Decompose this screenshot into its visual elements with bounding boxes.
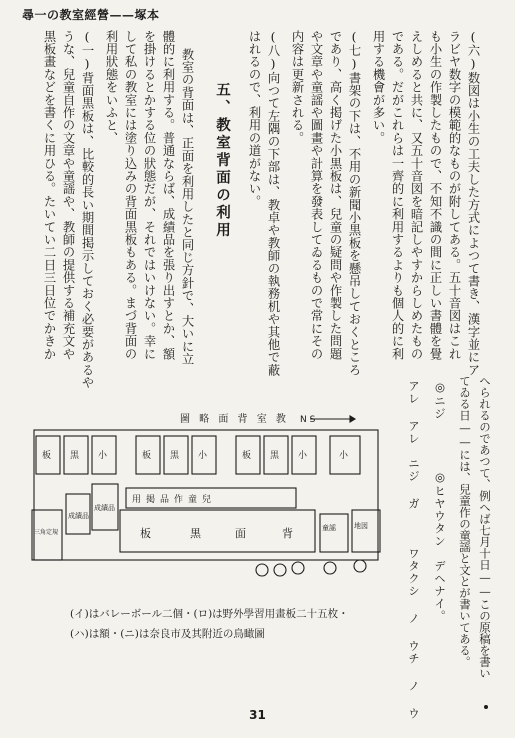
ball-mark xyxy=(256,564,268,576)
ball-mark xyxy=(292,562,304,574)
board-label: 黒 xyxy=(190,527,201,540)
body-column: えしめると共に、又五十音図を暗記しやすからしめたもの xyxy=(409,30,423,361)
top-label: 小 xyxy=(98,451,108,461)
margin-dot xyxy=(484,705,488,709)
body-column: 内容は更新される。 xyxy=(290,30,304,145)
top-label: 板 xyxy=(242,451,252,461)
section-heading: 五、教室背面の利用 xyxy=(214,82,231,240)
note-column: へられるのであつて、例へば七月十日——この原稿を書い xyxy=(478,375,492,679)
section-column: を掛けるとかする位の狀態だが、それではいけない。幸に xyxy=(142,30,156,361)
running-header: 尋一の教室經營——塚本 xyxy=(22,8,160,22)
section-column: して私の教室には塗り込みの背面黒板もある。まづ背面の xyxy=(123,30,137,361)
body-column: (七)書架の下は、不用の新聞小黒板を懸吊しておくところ xyxy=(347,30,361,377)
works-strip-label: 用掲品作童兒 xyxy=(132,495,217,505)
body-column: (六)数図は小生の工夫した方式によつて書き、漢字並にア xyxy=(466,30,480,377)
ball-mark xyxy=(324,562,336,574)
body-column: である。だがこれらは一齊的に利用するよりも個人的に利 xyxy=(390,30,404,361)
top-label: 小 xyxy=(298,451,308,461)
song-label: 童謡 xyxy=(322,524,336,532)
small-panel-label: 成績品 xyxy=(94,504,115,512)
top-label: 黒 xyxy=(170,451,180,461)
compass-label: N S xyxy=(300,415,316,425)
body-column: ラビヤ数字の模範的なものが附してある。五十音図はこれ xyxy=(447,30,461,361)
board-label: 面 xyxy=(235,527,246,540)
section-column: 黒板畫などを書くに用ひる。たいてい二日三日位でかきか xyxy=(42,30,56,361)
top-label: 小 xyxy=(198,451,208,461)
top-label: 板 xyxy=(142,451,152,461)
compass-arrow xyxy=(350,416,355,422)
map-panel xyxy=(352,510,380,552)
top-label: 黒 xyxy=(70,451,80,461)
section-column: 教室の背面は、正面を利用したと同じ方針で、大いに立 xyxy=(180,48,194,366)
body-column: も小生の作製したもので、不知不識の間に正しい書體を覺 xyxy=(428,30,442,361)
body-column: であり、高く掲げた小黒板は、兒童の疑問や作製した問題 xyxy=(328,30,342,361)
body-column: はれるので、利用の道がない。 xyxy=(247,30,261,208)
section-column: (一)背面黒板は、比較的長い期間掲示しておく必要があるや xyxy=(80,30,94,389)
board-label: 板 xyxy=(140,527,151,540)
ball-mark xyxy=(274,564,286,576)
body-column: や文章や童謡や圖畫や計算を發表してゐるもので常にその xyxy=(309,30,323,361)
map-label: 地図 xyxy=(354,522,368,530)
left-panel-label: 成績品 xyxy=(68,512,89,520)
poem-column: ◎ニジ ◎ヒヤウタン デヘナイ。 xyxy=(433,380,447,623)
board-label: 背 xyxy=(282,527,293,540)
page-number: 31 xyxy=(249,708,266,722)
top-label: 黒 xyxy=(270,451,280,461)
ball-mark xyxy=(354,560,366,572)
poem-column: アレ アレ ニジ ガ ワタクシ ノ ウチ ノ ウ xyxy=(407,380,421,720)
classroom-back-diagram xyxy=(30,402,390,592)
diagram-caption: (イ)はバレーボール二個・(ロ)は野外學習用畫板二十五枚・ xyxy=(70,608,349,620)
note-column: てゐる日——には、兒童作の童謡と文とが書いてある。 xyxy=(458,375,472,668)
section-column: 體的に利用する。普通ならば、成績品を張り出すとか、額 xyxy=(161,30,175,361)
top-label: 板 xyxy=(42,451,52,461)
top-label: 小 xyxy=(339,451,349,461)
body-column: (八)向つて左隅の下部は、教卓や教師の執務机や其他で蔽 xyxy=(266,30,280,377)
diagram-caption: (ハ)は額・(ニ)は奈良市及其附近の鳥瞰圖 xyxy=(70,628,265,640)
section-column: 利用狀態をいふと、 xyxy=(104,30,118,145)
song-panel xyxy=(320,514,348,552)
body-column: 用する機會が多い。 xyxy=(371,30,385,145)
section-column: うな、兒童自作の文章や童謡や、教師の提供する補充文や xyxy=(61,30,75,361)
left-vertical-label: 三角定規 xyxy=(34,529,59,536)
diagram-title: 圖 略 面 背 室 教 xyxy=(180,414,289,425)
